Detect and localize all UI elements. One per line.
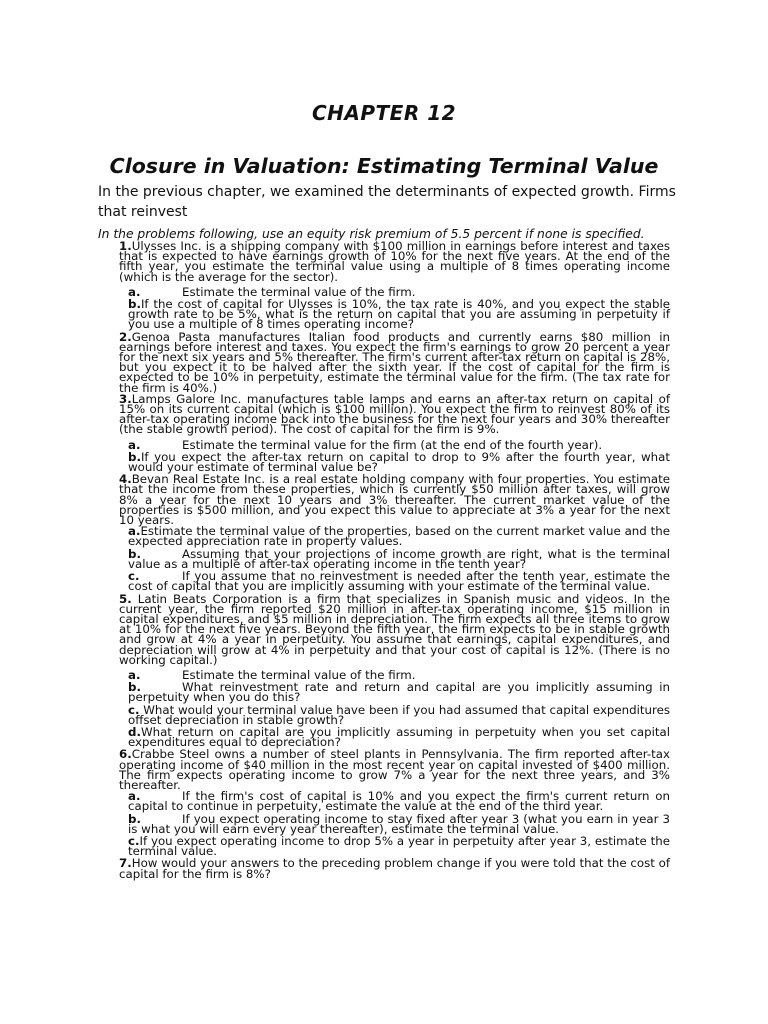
part-label: c.: [128, 702, 140, 717]
part-text: If the cost of capital for Ulysses is 10%, the tax rate is 40%, and you expect the stable growth rate to be 5%, what is the return on capital that you are assuming in perpetuity if you use a multiple of 8 times operating income?: [128, 297, 670, 332]
part-label: d.: [128, 724, 141, 739]
part-text: Estimate the terminal value for the firm (at the end of the fourth year).: [182, 437, 603, 452]
part-label: b.: [128, 297, 141, 312]
problem-text: Lamps Galore Inc. manufactures table lamps and earns an after-tax return on capital of 15% on its current capital (which is $100 million). You expect the firm to reinvest 80% of its after-tax operating income back into the business for the next four years and 30% thereafter (the stable growth period). The cost of capital for the firm is 9%.: [119, 391, 670, 437]
problem-5-part-b: [128, 680, 670, 705]
chapter-heading: CHAPTER 12: [311, 101, 457, 125]
part-label: a.: [128, 284, 141, 299]
part-label: a.: [128, 437, 141, 452]
problem-5-part-a: [128, 667, 670, 682]
part-text: Estimate the terminal value of the firm.: [182, 284, 416, 299]
intro-paragraph: In the previous chapter, we examined the determinants of expected growth. Firms that reinvest: [98, 184, 676, 220]
problem-number: 3.: [119, 391, 132, 406]
part-text: What would your terminal value have been if you had assumed that capital expenditures offset depreciation in stable growth?: [128, 702, 671, 727]
part-label: b.: [128, 811, 141, 826]
part-text: If you expect the after-tax return on capital to drop to 9% after the fourth year, what would your estimate of terminal value be?: [128, 449, 670, 475]
problem-number: 1.: [119, 239, 132, 253]
problem-4-part-c: [128, 569, 670, 594]
problem-5-part-c: [128, 702, 671, 727]
problem-3-part-b: [128, 449, 670, 475]
problem-text: Crabbe Steel owns a number of steel plants in Pennsylvania. The firm reported after-tax operating income of $40 million in the most recent year on capital invested of $400 million. The firm expects operating income to grow 7% a year for the next three years, and 3% thereafter.: [119, 747, 670, 792]
part-label: c.: [128, 833, 140, 848]
part-text: If the firm's cost of capital is 10% and you expect the firm's current return on capital to continue in perpetuity, estimate the value at the end of the third year.: [128, 789, 670, 814]
part-text: Assuming that your projections of income growth are right, what is the terminal value as a multiple of after-tax operating income in the tenth year?: [128, 546, 670, 571]
problem-6-part-a: [128, 789, 670, 814]
part-label: b.: [128, 680, 141, 695]
problem-5: [119, 591, 671, 667]
problem-text: How would your answers to the preceding problem change if you were told that the cost of capital for the firm is 8%?: [119, 856, 670, 881]
problem-3-part-a: [128, 437, 670, 452]
problem-text: Genoa Pasta manufactures Italian food products and currently earns $80 million in earnings before interest and taxes. You expect the firm's earnings to grow 20 percent a year for the next six years and 5% thereafter. The firm's current after-tax return on capital is 28%, but you expect it to be halved after the sixth year. If the cost of capital for the firm is expected to be 10% in perpetuity, estimate the terminal value for the firm. (The tax rate for the firm is 40%.): [119, 329, 670, 395]
problem-number: 6.: [119, 747, 132, 762]
problem-number: 5.: [119, 591, 132, 606]
problem-1-part-a: [128, 284, 670, 299]
problem-5-part-d: [128, 724, 670, 750]
problem-4-part-b: [128, 546, 670, 571]
part-label: a.: [128, 667, 141, 682]
problem-6: [119, 749, 670, 790]
problem-4-part-a: [128, 524, 670, 549]
problem-4: [119, 472, 670, 528]
problem-number: 4.: [119, 472, 132, 487]
problem-3: [119, 391, 670, 437]
problem-text: Bevan Real Estate Inc. is a real estate holding company with four properties. You estimate that the income from these properties, which is currently $50 million after taxes, will grow 8% a year for the next 10 years and 3% thereafter. The current market value of the properties is $500 million, and you expect this value to appreciate at 3% a year for the next 10 years.: [119, 472, 670, 528]
part-label: b.: [128, 449, 141, 464]
instructions-text: In the problems following, use an equity risk premium of 5.5 percent if none is specified.: [98, 227, 645, 241]
part-label: a.: [128, 789, 141, 804]
part-label: c.: [128, 569, 140, 584]
part-text: If you expect operating income to drop 5% a year in perpetuity after year 3, estimate the terminal value.: [128, 833, 670, 859]
problem-number: 7.: [119, 856, 132, 871]
part-label: b.: [128, 546, 141, 561]
problem-text: Ulysses Inc. is a shipping company with $100 million in earnings before interest and taxes that is expected to have earnings growth of 10% for the next five years. At the end of the fifth year, you estimate the terminal value using a multiple of 8 times operating income (which is the average for the sector).: [119, 239, 670, 284]
chapter-title: Closure in Valuation: Estimating Terminal Value: [109, 154, 659, 178]
part-text: If you assume that no reinvestment is needed after the tenth year, estimate the cost of capital that you are implicitly assuming with your estimate of the terminal value.: [128, 569, 670, 594]
part-text: What return on capital are you implicitly assuming in perpetuity when you set capital expenditures equal to depreciation?: [128, 724, 670, 750]
problem-6-part-c: [128, 833, 670, 859]
problem-list: [119, 241, 670, 880]
problem-1-part-b: [128, 299, 670, 330]
problem-2: [119, 329, 670, 395]
problem-number: 2.: [119, 329, 132, 344]
part-text: Estimate the terminal value of the firm.: [182, 667, 416, 682]
problem-6-part-b: [128, 811, 670, 836]
problem-text: Latin Beats Corporation is a firm that specializes in Spanish music and videos. In the current year, the firm reported $20 million in after-tax operating income, $15 million in capital expenditures, and $5 million in depreciation. The firm expects all three items to grow at 10% for the next five years. Beyond the fifth year, the firm expects to be in stable growth and grow at 4% a year in perpetuity. You assume that earnings, capital expenditures, and depreciation will grow at 4% in perpetuity and that your cost of capital is 12%. (There is no working capital.): [119, 591, 671, 667]
part-text: What reinvestment rate and return and capital are you implicitly assuming in perpetuity when you do this?: [128, 680, 670, 705]
part-text: If you expect operating income to stay fixed after year 3 (what you earn in year 3 is what you will earn every year thereafter), estimate the terminal value.: [128, 811, 670, 836]
part-text: Estimate the terminal value of the properties, based on the current market value and the expected appreciation rate in property values.: [128, 524, 670, 549]
problem-7: [119, 856, 670, 881]
problem-1: [119, 241, 670, 282]
part-label: a.: [128, 524, 141, 539]
